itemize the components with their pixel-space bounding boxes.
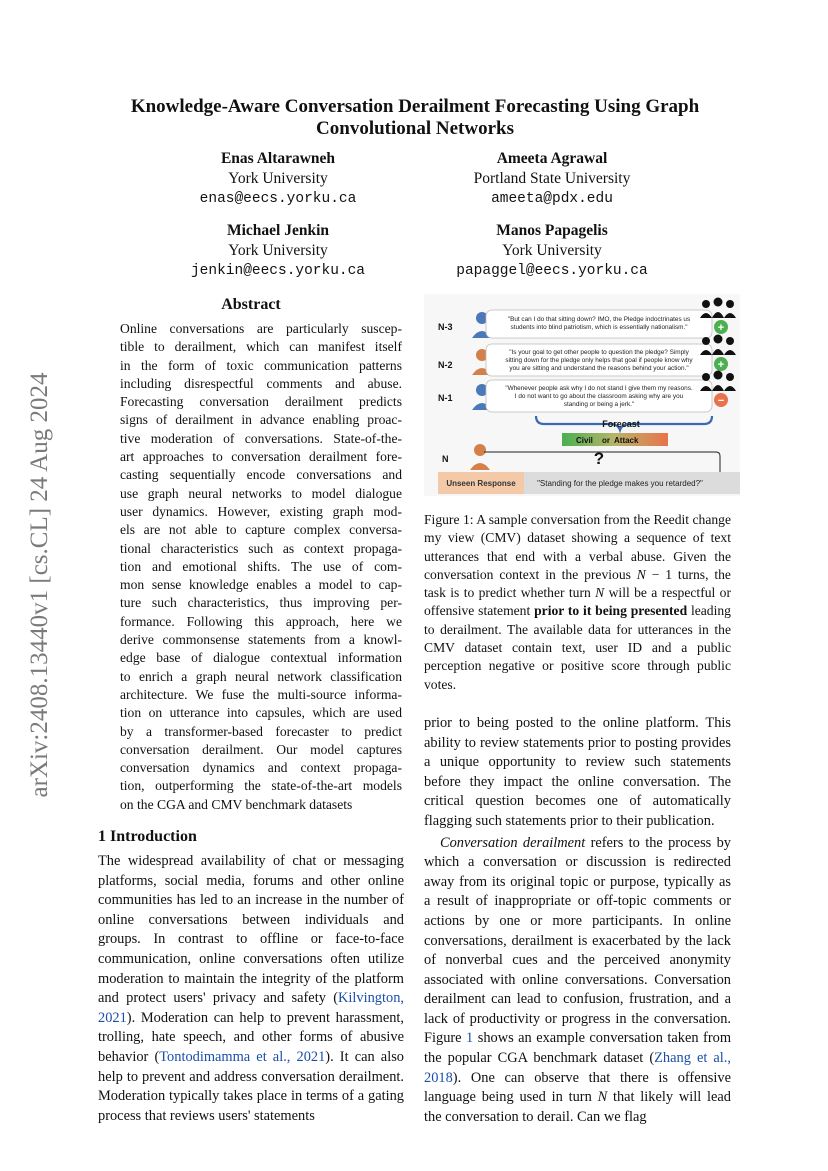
figure-caption: Figure 1: A sample conversation from the Reedit change my view (CMV) dataset showing a sequence of text utterances that end with a verbal abuse. Given the conversation context in the previous N − 1 turns, the task is to predict whether turn N will be a respectful or offensive statement prior to it being presented leading to derailment. The available data for utterances in the CMV dataset contain text, user ID and a public perception negative or positive score through public votes.	[424, 512, 731, 692]
abstract-line: casting sequentially encode conversations and	[120, 467, 402, 483]
author-email[interactable]: enas@eecs.yorku.ca	[199, 191, 357, 207]
figure-1-graphic	[424, 294, 740, 496]
abstract-line: conversation derailment. Our model captures	[120, 741, 402, 757]
civil-label: Civil	[576, 436, 593, 445]
abstract-line: tion on utterance into capsules, which are used	[120, 705, 402, 721]
abstract-line: tive moderation of conversations. State-of-the-	[120, 430, 402, 446]
turn-n2	[438, 335, 736, 377]
author-block	[148, 221, 408, 281]
author-email[interactable]: papaggel@eecs.yorku.ca	[456, 263, 648, 279]
paper-title: Knowledge-Aware Conversation Derailment Forecasting Using Graph Convolutional Networks	[130, 96, 700, 139]
intro-paragraph: The widespread availability of chat or messaging platforms, social media, forums and other online communities has led to an increase in the number of online conversations between individuals and groups. In contrast to offline or face-to-face communication, online conversations often utilize moderation to maintain the integrity of the platform and protect users' privacy and safety (Kilvington, 2021). Moderation can help to prevent harassment, trolling, hate speech, and other forms of abusive behavior (Tontodimamma et al., 2021). It can also help to prevent and address conversation derailment. Moderation typically takes place in terms of a gating process that reviews users' statements	[98, 853, 404, 1124]
author-name: Enas Altarawneh	[220, 150, 336, 167]
citation-link[interactable]: Tontodimamma et al., 2021	[159, 1048, 326, 1065]
abstract-line: ture such characteristics, thus improving per-	[120, 595, 402, 611]
author-block	[422, 149, 682, 209]
author-email[interactable]: jenkin@eecs.yorku.ca	[190, 263, 366, 279]
abstract-line: to enrich a graph neural network classification	[120, 668, 402, 684]
figure-1	[424, 294, 740, 496]
section-heading-introduction: 1 Introduction	[98, 828, 197, 846]
body-paragraph: Conversation derailment refers to the process by which a conversation or discussion is redirected away from its original topic or purpose, typically as a result of inappropriate or off-topic comments or actions by one or more participants. In online conversations, derailment is exacerbated by the lack of nonverbal cues and the perceived anonymity associated with online conversations. Conversation derailment can lead to confusion, frustration, and a lack of productivity or progress in the conversation. Figure 1 shows an example conversation taken from the popular CGA benchmark dataset (Zhang et al., 2018). One can observe that there is offensive language being used in turn N that likely will lead the conversation to derail. Can we flag	[424, 834, 732, 1125]
author-affiliation: York University	[502, 242, 602, 259]
unseen-label: Unseen Response	[446, 479, 516, 488]
abstract-line: user dynamics. However, existing graph mod-	[120, 503, 402, 519]
abstract-line: derive commonsense statements from a knowl-	[120, 632, 402, 648]
author-name: Manos Papagelis	[496, 222, 608, 239]
svg-text:students into blind patriotism: students into blind patriotism, which is essentially nationalism."	[510, 324, 688, 331]
author-email[interactable]: ameeta@pdx.edu	[491, 191, 613, 207]
citation-link[interactable]: Kilvington, 2021	[98, 990, 404, 1026]
author-name: Michael Jenkin	[226, 222, 330, 239]
unseen-response-text: "Standing for the pledge makes you retarded?"	[537, 479, 703, 488]
svg-text:I do not want to go about the: I do not want to go about the classroom asking why are you	[514, 393, 684, 400]
abstract-heading: Abstract	[221, 296, 281, 313]
svg-text:+: +	[717, 359, 725, 371]
abstract-line: by a transformer-based forecaster to predict	[120, 723, 402, 739]
abstract-line: use graph neural networks to model dialogue	[120, 485, 402, 501]
question-mark: ?	[593, 449, 605, 468]
left-column	[98, 296, 404, 1126]
turn-label: N-1	[438, 393, 453, 403]
svg-text:−: −	[717, 395, 725, 407]
arxiv-stamp: arXiv:2408.13440v1 [cs.CL] 24 Aug 2024	[26, 372, 53, 798]
abstract-line: conversation dynamics and context propaga-	[120, 760, 402, 776]
author-affiliation: Portland State University	[473, 170, 631, 187]
or-label: or	[602, 436, 610, 445]
turn-n1	[438, 371, 736, 413]
abstract-line: art approaches to conversation derailment fore-	[120, 449, 402, 465]
author-affiliation: York University	[228, 242, 328, 259]
crowd-icon	[700, 298, 736, 319]
svg-text:you are sitting and understand: you are sitting and understand the reasons behind your action."	[509, 365, 689, 372]
turn-label: N-3	[438, 322, 453, 332]
svg-text:"Whenever people ask why I do: "Whenever people ask why I do not stand I give them my reasons.	[505, 385, 693, 392]
abstract-line: mon sense knowledge enables a model to cap-	[120, 577, 402, 593]
avatar-body-icon	[470, 463, 490, 470]
author-block	[422, 221, 682, 281]
svg-text:"But can I do that sitting dow: "But can I do that sitting down? IMO, the Pledge indoctrinates us	[507, 316, 691, 323]
crowd-icon	[700, 371, 736, 392]
forecast-label: Forecast	[602, 419, 640, 429]
svg-text:sitting down for the pledge on: sitting down for the pledge only helps that goal if people know why	[505, 357, 693, 364]
body-paragraph: prior to being posted to the online platform. This ability to review statements prior to posting provides a unique opportunity to review such statements before they impact the online conversation. The critical question becomes one of automatically flagging such statements prior to their publication.	[424, 714, 731, 829]
turn-n3	[438, 298, 736, 339]
abstract-line: Forecasting conversation derailment predicts	[120, 394, 402, 410]
author-name: Ameeta Agrawal	[496, 150, 608, 167]
svg-text:standing or being a jerk.": standing or being a jerk."	[563, 401, 635, 408]
abstract-line: in the form of toxic communication patterns	[120, 357, 402, 373]
attack-label: Attack	[614, 436, 639, 445]
abstract-line: els are not able to capture complex conversa-	[120, 522, 402, 538]
abstract-line: tion and emotional shifts. The use of com-	[120, 558, 402, 574]
turn-label: N	[442, 454, 449, 464]
abstract-line: architecture. We fuse the multi-source informa-	[120, 686, 402, 702]
abstract-line: on the CGA and CMV benchmark datasets	[120, 796, 353, 812]
abstract-line: edge base of dialogue contextual information	[120, 650, 402, 666]
abstract-line: signs of derailment in advance enabling proac-	[120, 412, 402, 428]
svg-text:+: +	[717, 322, 725, 334]
figure-link[interactable]: 1	[466, 1030, 474, 1047]
citation-link[interactable]: Zhang et al., 2018	[424, 1050, 731, 1086]
abstract-line: formance. Following this approach, here we	[120, 613, 402, 629]
author-block	[148, 149, 408, 209]
abstract-line: tional characteristics such as context propaga-	[120, 540, 402, 556]
crowd-icon	[700, 335, 736, 356]
right-column	[424, 511, 731, 1127]
author-affiliation: York University	[228, 170, 328, 187]
abstract-line: including disrespectful comments and abuse.	[120, 375, 402, 391]
abstract-text	[98, 320, 404, 814]
avatar-icon	[474, 444, 486, 456]
svg-text:"Is your goal to get other peo: "Is your goal to get other people to question the pledge? Simply	[509, 349, 689, 356]
turn-label: N-2	[438, 360, 453, 370]
abstract-line: tible to derailment, which can manifest itself	[120, 339, 402, 355]
abstract-line: tion, outperforming the state-of-the-art models	[120, 778, 402, 794]
abstract-line: Online conversations are particularly suscep-	[120, 321, 402, 336]
